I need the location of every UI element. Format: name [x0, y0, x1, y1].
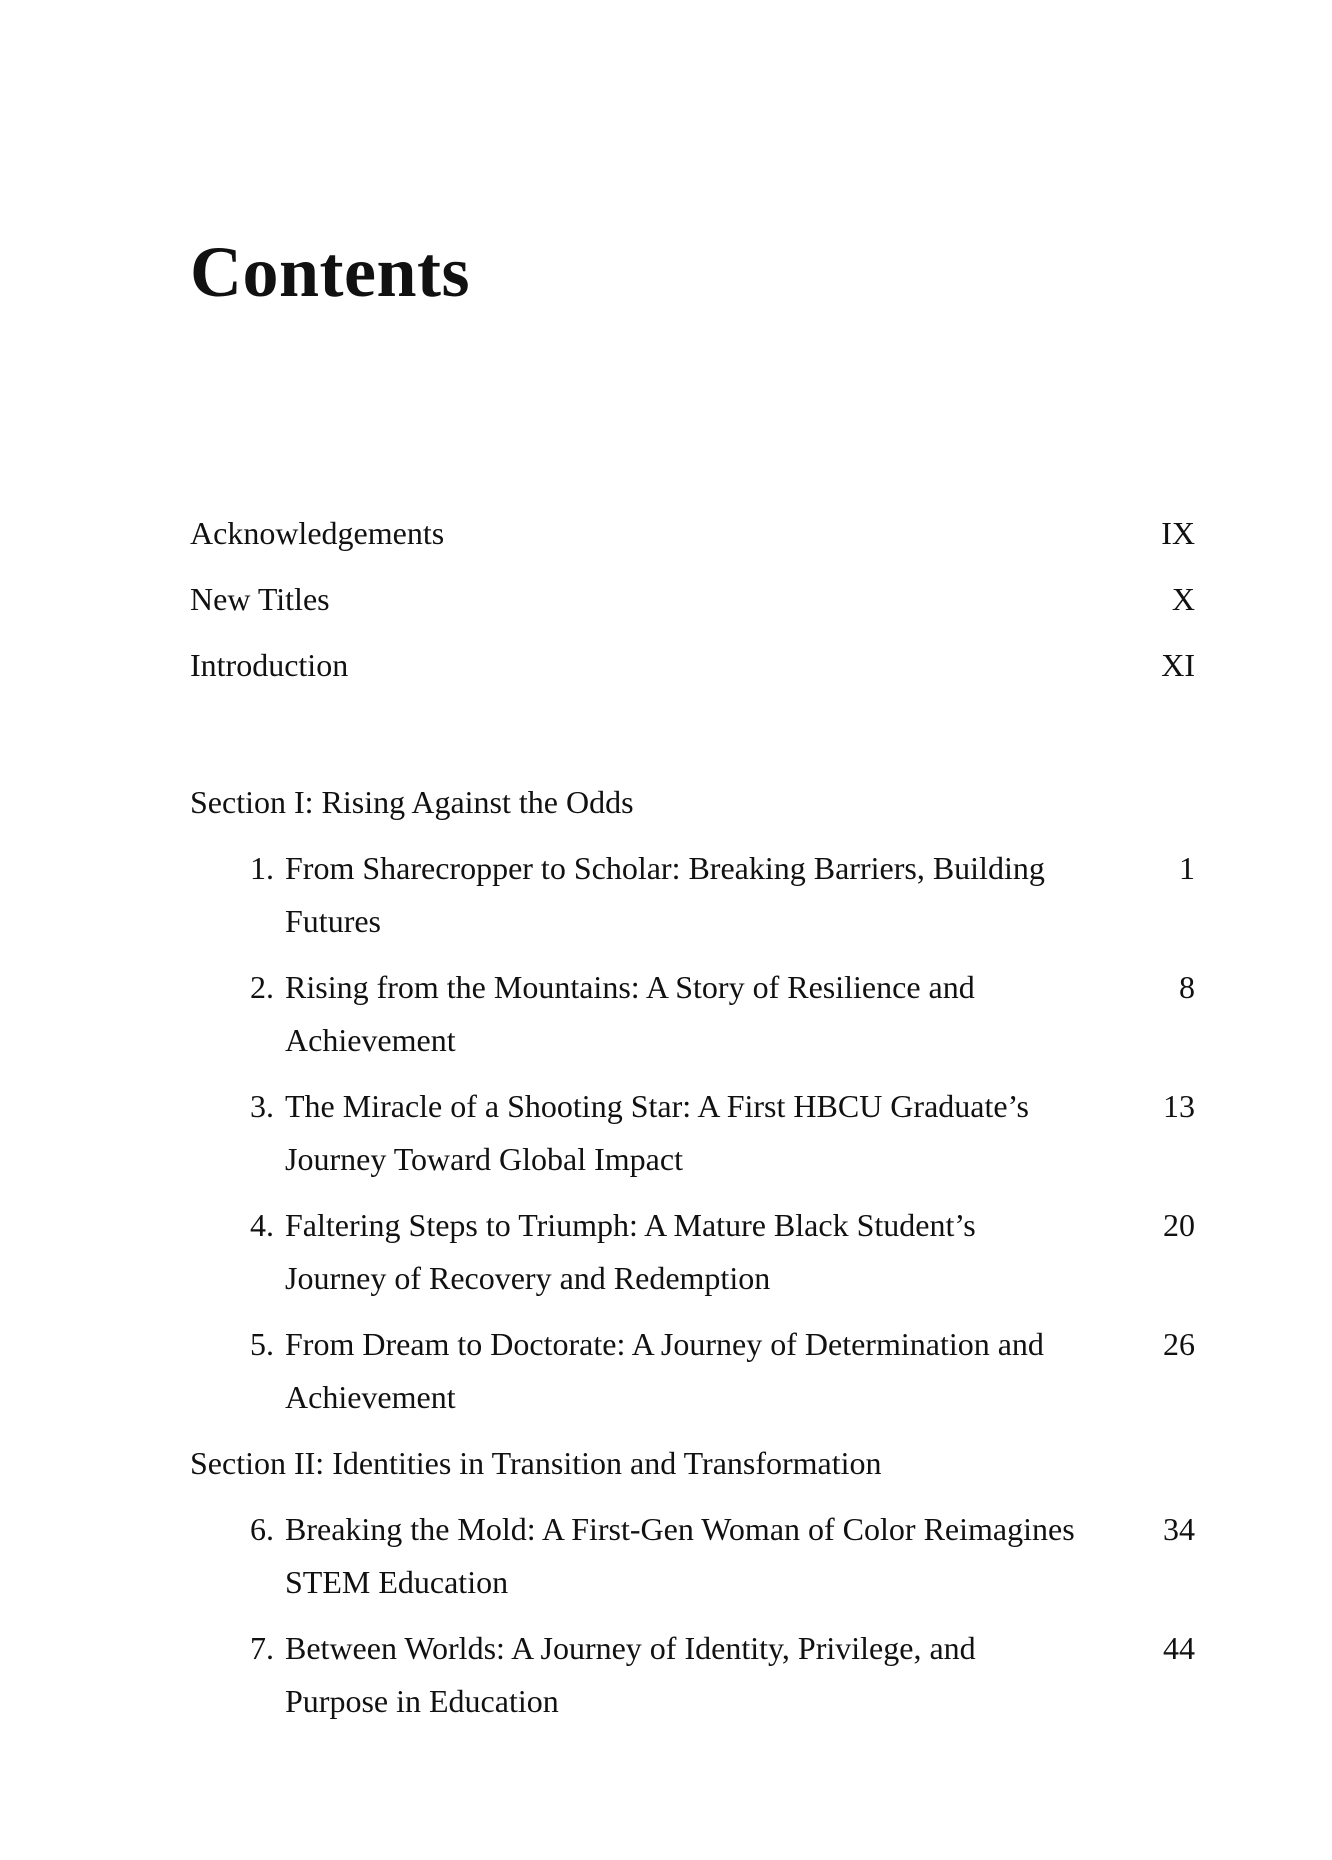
- chapter-entry-3[interactable]: [190, 1080, 1195, 1186]
- chapter-number: 1.: [250, 850, 274, 886]
- section-heading-1: Section I: Rising Against the Odds: [190, 784, 634, 820]
- chapter-entry-6[interactable]: [190, 1503, 1195, 1609]
- front-matter-list: [190, 508, 1195, 706]
- chapter-number: 6.: [250, 1511, 274, 1547]
- chapter-number: 3.: [250, 1088, 274, 1124]
- chapter-page-number: 1: [1179, 850, 1195, 886]
- chapter-entry-5[interactable]: [190, 1318, 1195, 1424]
- front-matter-entry-acknowledgements[interactable]: [190, 508, 1195, 574]
- chapter-entry-4[interactable]: [190, 1199, 1195, 1305]
- chapter-page-number: 26: [1163, 1326, 1195, 1362]
- entry-page-number: X: [1171, 581, 1195, 617]
- entry-label: New Titles: [190, 581, 330, 617]
- chapter-page-number: 13: [1163, 1088, 1195, 1124]
- chapter-entry-1[interactable]: [190, 842, 1195, 948]
- chapter-number: 2.: [250, 969, 274, 1005]
- entry-label: Acknowledgements: [190, 515, 445, 551]
- section-heading-2: Section II: Identities in Transition and Transformation: [190, 1445, 882, 1481]
- chapter-title: Between Worlds: A Journey of Identity, Privilege, and Purpose in Education: [285, 1630, 976, 1719]
- front-matter-entry-new-titles[interactable]: [190, 574, 1195, 640]
- chapter-number: 4.: [250, 1207, 274, 1243]
- front-matter-entry-introduction[interactable]: [190, 640, 1195, 706]
- chapter-number: 7.: [250, 1630, 274, 1666]
- sections-list: [190, 776, 1195, 1741]
- chapter-page-number: 34: [1163, 1511, 1195, 1547]
- chapter-entry-2[interactable]: [190, 961, 1195, 1067]
- chapter-title: From Dream to Doctorate: A Journey of Determination and Achievement: [285, 1326, 1044, 1415]
- chapter-title: Rising from the Mountains: A Story of Resilience and Achievement: [285, 969, 975, 1058]
- page-title: Contents: [190, 232, 471, 312]
- entry-page-number: IX: [1161, 515, 1195, 551]
- entry-page-number: XI: [1161, 647, 1195, 683]
- chapter-page-number: 8: [1179, 969, 1195, 1005]
- chapter-page-number: 20: [1163, 1207, 1195, 1243]
- chapter-title: Breaking the Mold: A First-Gen Woman of Color Reimagines STEM Education: [285, 1511, 1075, 1600]
- entry-label: Introduction: [190, 647, 349, 683]
- chapter-title: Faltering Steps to Triumph: A Mature Black Student’s Journey of Recovery and Redemption: [285, 1207, 976, 1296]
- chapter-entry-7[interactable]: [190, 1622, 1195, 1728]
- chapter-number: 5.: [250, 1326, 274, 1362]
- chapter-title: The Miracle of a Shooting Star: A First HBCU Graduate’s Journey Toward Global Impact: [285, 1088, 1029, 1177]
- chapter-page-number: 44: [1163, 1630, 1195, 1666]
- chapter-title: From Sharecropper to Scholar: Breaking Barriers, Building Futures: [285, 850, 1045, 939]
